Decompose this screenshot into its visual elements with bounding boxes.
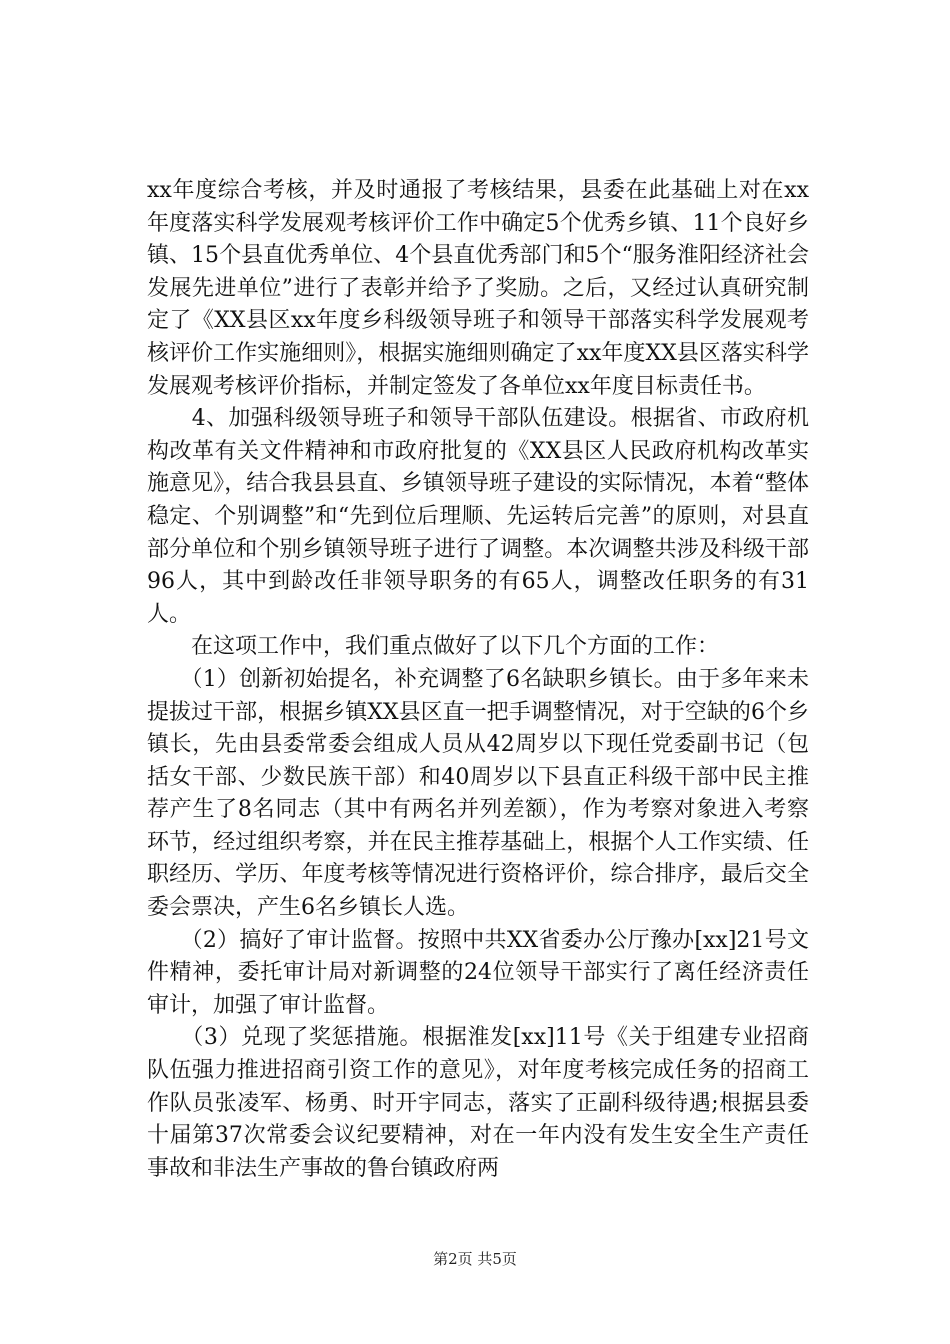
page-footer: 第2页 共5页: [433, 1250, 517, 1268]
paragraph-1: xx年度综合考核，并及时通报了考核结果，县委在此基础上对在xx年度落实科学发展观考核评价工作中确定5个优秀乡镇、11个良好乡镇、15个县直优秀单位、4个县直优秀部门和5个“服务淮阳经济社会发展先进单位”进行了表彰并给予了奖励。之后，又经过认真研究制定了《XX县区xx年度乡科级领导班子和领导干部落实科学发展观考核评价工作实施细则》，根据实施细则确定了xx年度XX县区落实科学发展观考核评价指标，并制定签发了各单位xx年度目标责任书。: [147, 178, 809, 399]
paragraph-2: 4、加强科级领导班子和领导干部队伍建设。根据省、市政府机构改革有关文件精神和市政府批复的《XX县区人民政府机构改革实施意见》，结合我县县直、乡镇领导班子建设的实际情况，本着“整体稳定、个别调整”和“先到位后理顺、先运转后完善”的原则，对县直部分单位和个别乡镇领导班子进行了调整。本次调整共涉及科级干部96人，其中到龄改任非领导职务的有65人，调整改任职务的有31人。: [147, 406, 809, 627]
paragraph-4: （1）创新初始提名，补充调整了6名缺职乡镇长。由于多年来未提拔过干部，根据乡镇XX县区直一把手调整情况，对于空缺的6个乡镇长，先由县委常委会组成人员从42周岁以下现任党委副书记（包括女干部、少数民族干部）和40周岁以下县直正科级干部中民主推荐产生了8名同志（其中有两名并列差额），作为考察对象进入考察环节，经过组织考察，并在民主推荐基础上，根据个人工作实绩、任职经历、学历、年度考核等情况进行资格评价，综合排序，最后交全委会票决，产生6名乡镇长人选。: [147, 666, 809, 921]
paragraph-5: （2）搞好了审计监督。按照中共XX省委办公厅豫办[xx]21号文件精神，委托审计局对新调整的24位领导干部实行了离任经济责任审计，加强了审计监督。: [147, 927, 809, 1018]
paragraph-3: 在这项工作中，我们重点做好了以下几个方面的工作：: [147, 634, 720, 660]
paragraph-6: （3）兑现了奖惩措施。根据淮发[xx]11号《关于组建专业招商队伍强力推进招商引资工作的意见》，对年度考核完成任务的招商工作队员张凌军、杨勇、时开宇同志，落实了正副科级待遇;根据县委十届第37次常委会议纪要精神，对在一年内没有发生安全生产责任事故和非法生产事故的鲁台镇政府两: [147, 1025, 809, 1181]
document-body: [147, 175, 809, 1185]
